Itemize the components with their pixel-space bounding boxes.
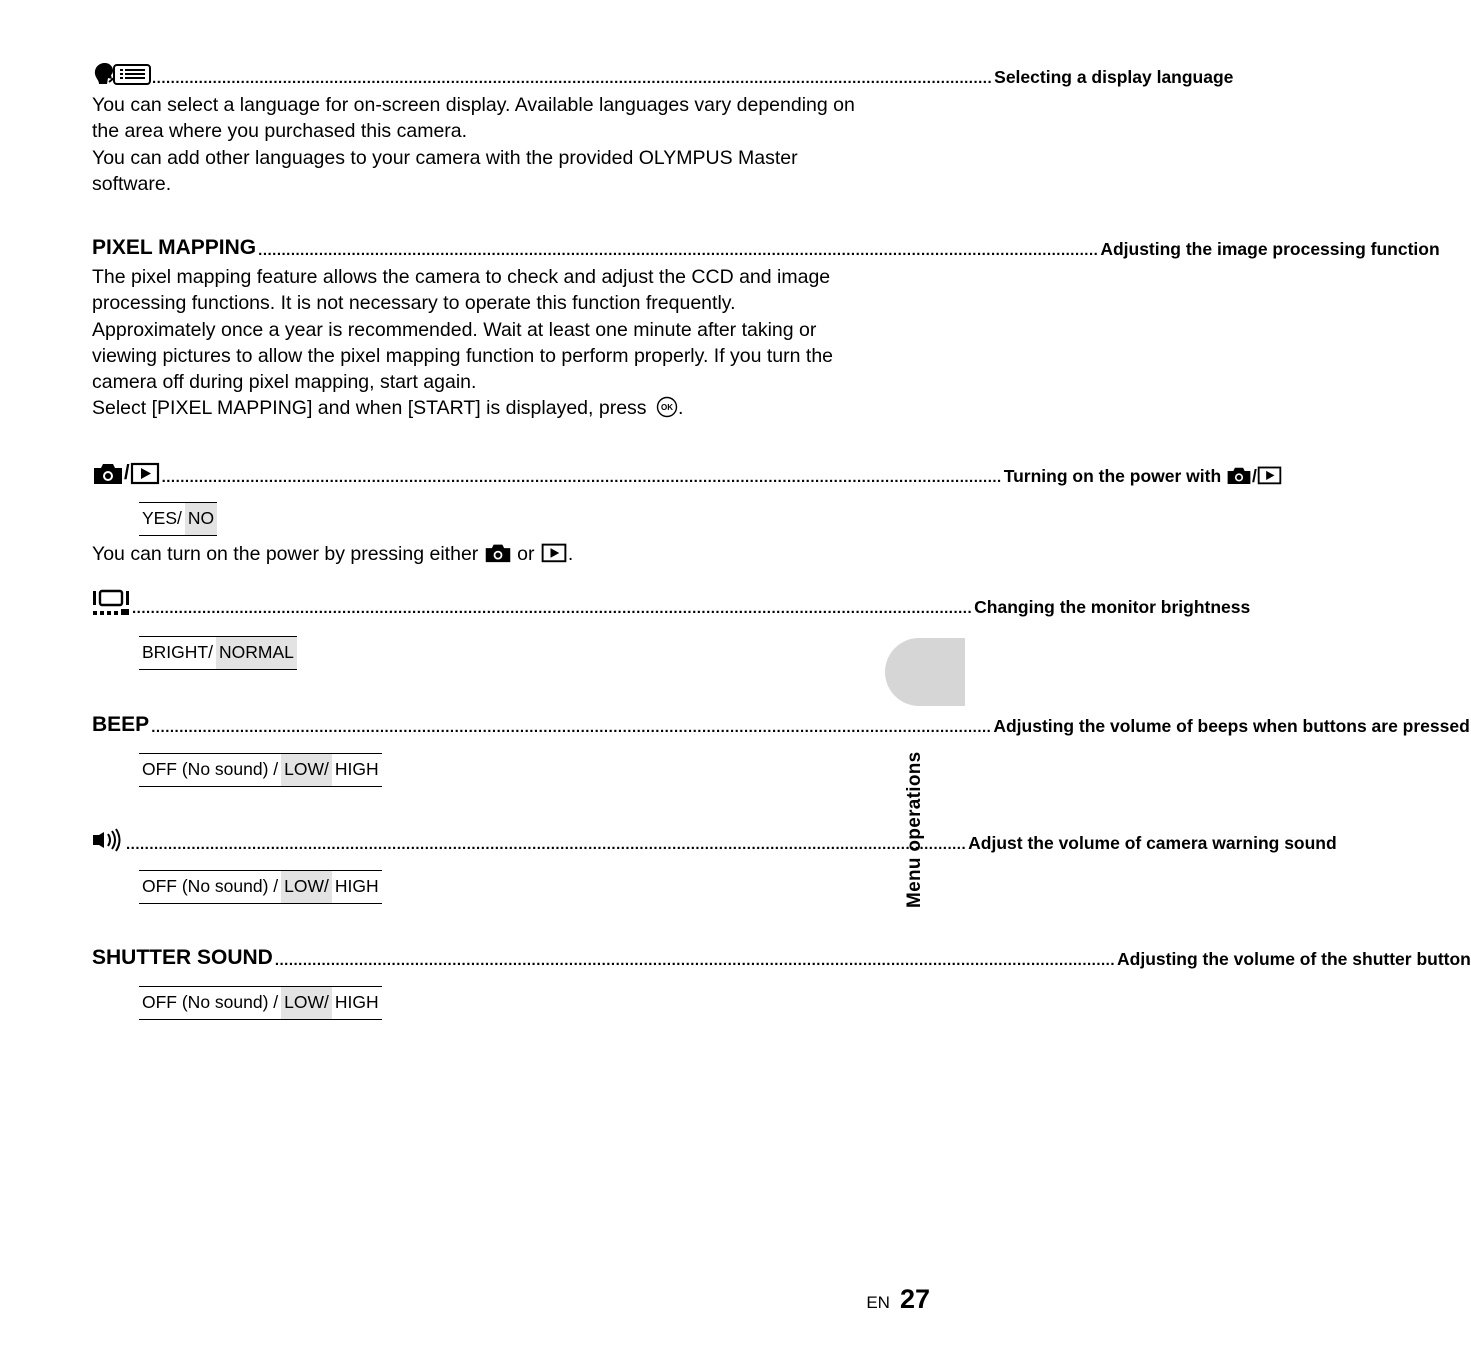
page-footer xyxy=(866,1284,930,1315)
power-on-description xyxy=(1004,465,1282,485)
speaker-volume-icon xyxy=(92,828,124,852)
paragraph: Approximately once a year is recommended. Wait at least one minute after taking or viewing pictures to allow the pixel mapping function to perform properly. If you turn the camera off during pixel mapping, start again. xyxy=(92,318,834,394)
option-yes[interactable]: YES/ xyxy=(142,508,182,528)
monitor-brightness-icon xyxy=(92,588,130,616)
chapter-label: Menu operations xyxy=(904,751,925,908)
option-low-default[interactable]: LOW/ xyxy=(281,754,332,786)
pixel-mapping-title: PIXEL MAPPING xyxy=(92,236,257,259)
camera-icon xyxy=(484,542,512,563)
camera-icon xyxy=(1226,465,1252,485)
leader-dots: .................................................................................................................................................................................... xyxy=(152,70,993,87)
icon-separator: / xyxy=(124,462,130,484)
option-normal-default[interactable]: NORMAL xyxy=(216,637,297,669)
beep-heading xyxy=(92,707,1470,736)
paragraph: The pixel mapping feature allows the camera to check and adjust the CCD and image processing functions. It is not necessary to operate this function frequently. xyxy=(92,266,831,315)
shutter-sound-description: Adjusting the volume of the shutter button xyxy=(1117,948,1471,969)
page-number: 27 xyxy=(899,1284,930,1314)
ok-button-icon xyxy=(656,396,678,418)
instruction-text: Select [PIXEL MAPPING] and when [START] is displayed, press xyxy=(92,397,647,420)
warning-sound-description: Adjust the volume of camera warning sound xyxy=(968,832,1337,853)
power-on-options xyxy=(139,502,217,536)
language-heading xyxy=(92,58,1234,87)
shutter-sound-heading xyxy=(92,940,1471,969)
leader-dots: .................................................................................................................................................................................... xyxy=(274,952,1115,969)
paragraph: You can add other languages to your camera with the provided OLYMPUS Master software. xyxy=(92,146,798,195)
section-language xyxy=(92,58,1234,197)
camera-icon xyxy=(92,461,124,485)
playback-icon xyxy=(540,542,568,563)
option-high[interactable]: HIGH xyxy=(334,759,379,779)
shutter-sound-options xyxy=(139,986,382,1020)
power-on-body-text: You can turn on the power by pressing either xyxy=(92,543,479,565)
option-bright[interactable]: BRIGHT/ xyxy=(142,642,213,662)
leader-dots: .................................................................................................................................................................................... xyxy=(151,719,992,736)
section-power-on xyxy=(92,457,1257,486)
language-code: EN xyxy=(866,1293,890,1312)
leader-dots: .................................................................................................................................................................................... xyxy=(161,469,1002,486)
pixel-mapping-body xyxy=(92,264,862,422)
playback-icon xyxy=(1257,465,1282,485)
power-on-body xyxy=(92,541,862,567)
option-off[interactable]: OFF (No sound) / xyxy=(142,759,279,779)
power-on-body-suffix: . xyxy=(567,543,574,565)
section-warning-sound xyxy=(92,824,1337,853)
monitor-description: Changing the monitor brightness xyxy=(974,596,1251,617)
power-on-body-or: or xyxy=(517,543,535,565)
language-icon xyxy=(92,60,150,86)
icon-separator: / xyxy=(1252,465,1257,486)
playback-icon xyxy=(130,461,160,485)
instruction-suffix: . xyxy=(677,397,684,420)
leader-dots: .................................................................................................................................................................................... xyxy=(258,242,1099,259)
leader-dots: .................................................................................................................................................................................... xyxy=(132,600,973,617)
pixel-mapping-heading xyxy=(92,230,1440,259)
monitor-heading xyxy=(92,588,1251,617)
section-shutter-sound xyxy=(92,940,1471,969)
power-on-heading xyxy=(92,457,1257,486)
power-on-description-text: Turning on the power with xyxy=(1003,465,1222,486)
option-high[interactable]: HIGH xyxy=(334,992,379,1012)
option-off[interactable]: OFF (No sound) / xyxy=(142,876,279,896)
section-monitor xyxy=(92,588,1251,617)
pixel-mapping-description: Adjusting the image processing function xyxy=(1100,238,1440,259)
beep-title: BEEP xyxy=(92,713,150,736)
leader-dots: .................................................................................................................................................................................... xyxy=(126,836,967,853)
beep-description: Adjusting the volume of beeps when buttons are pressed xyxy=(993,715,1470,736)
shutter-sound-title: SHUTTER SOUND xyxy=(92,946,273,969)
section-pixel-mapping xyxy=(92,230,1440,422)
warning-sound-heading xyxy=(92,824,1337,853)
option-no-default[interactable]: NO xyxy=(185,503,217,535)
option-high[interactable]: HIGH xyxy=(334,876,379,896)
option-low-default[interactable]: LOW/ xyxy=(281,987,332,1019)
monitor-options xyxy=(139,636,297,670)
paragraph xyxy=(92,395,862,421)
language-body xyxy=(92,92,862,197)
option-low-default[interactable]: LOW/ xyxy=(281,871,332,903)
warning-sound-options xyxy=(139,870,382,904)
beep-options xyxy=(139,753,382,787)
section-beep xyxy=(92,707,1470,736)
language-description: Selecting a display language xyxy=(994,66,1234,87)
chapter-tab xyxy=(885,638,965,706)
svg-text:OK: OK xyxy=(660,403,673,413)
paragraph: You can select a language for on-screen display. Available languages vary depending on the area where you purchased this camera. xyxy=(92,94,855,143)
option-off[interactable]: OFF (No sound) / xyxy=(142,992,279,1012)
